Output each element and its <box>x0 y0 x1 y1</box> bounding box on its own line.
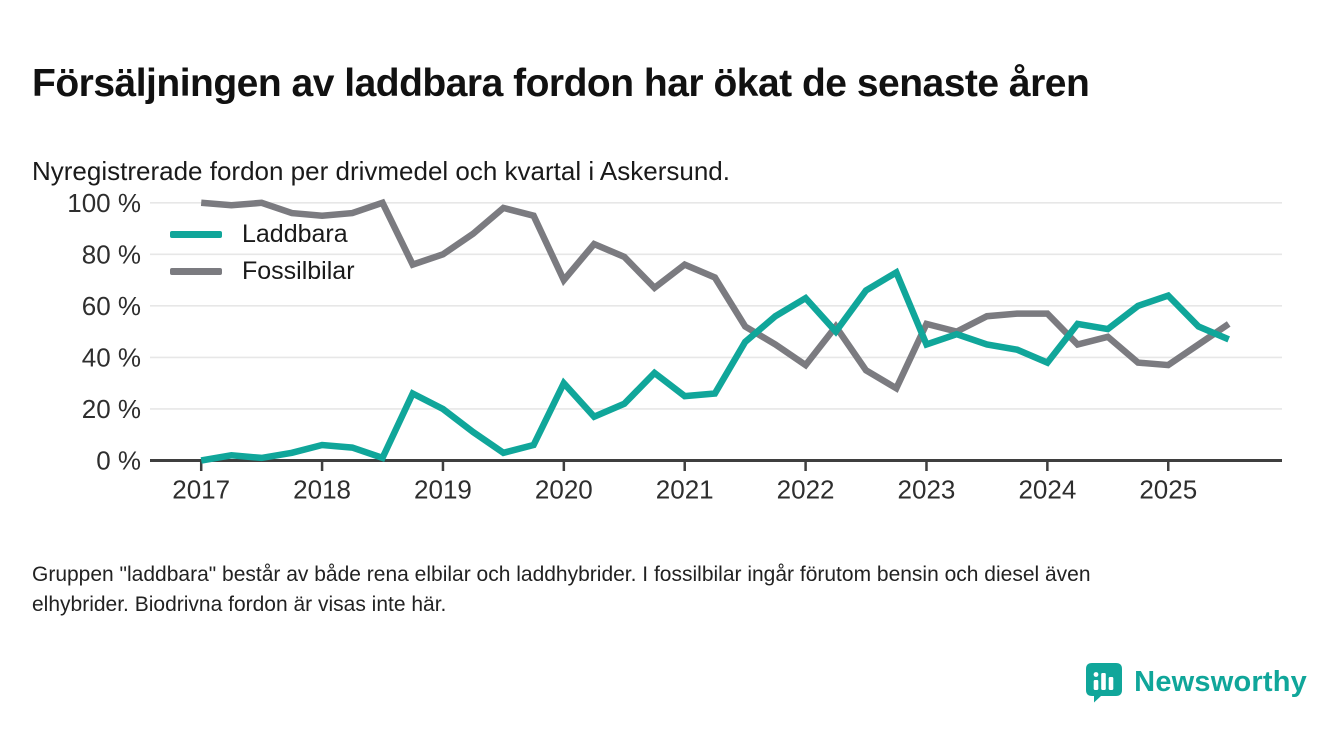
x-tick-label-2020: 2020 <box>534 474 593 505</box>
y-tick-label-0: 0 % <box>96 445 141 476</box>
chart-subtitle: Nyregistrerade fordon per drivmedel och kvartal i Askersund. <box>32 156 730 186</box>
x-tick-label-2019: 2019 <box>414 474 472 505</box>
y-tick-label-20: 20 % <box>81 393 141 424</box>
fossilbilar-line-swatch <box>170 268 222 275</box>
newsworthy-logo-text: Newsworthy <box>1134 665 1307 698</box>
chart-footnote <box>32 560 1292 620</box>
x-tick-label-2022: 2022 <box>776 474 835 505</box>
series-line-fossilbilar <box>201 203 1229 388</box>
y-tick-label-60: 60 % <box>81 290 141 321</box>
x-tick-label-2024: 2024 <box>1018 474 1077 505</box>
footnote-line-2: elhybrider. Biodrivna fordon är visas inte här. <box>32 592 447 616</box>
y-tick-label-80: 80 % <box>81 239 141 270</box>
y-tick-label-40: 40 % <box>81 342 141 373</box>
legend-item-laddbara <box>170 221 355 248</box>
x-tick-label-2018: 2018 <box>293 474 352 505</box>
legend-label-laddbara: Laddbara <box>242 220 348 248</box>
laddbara-line-swatch <box>170 231 222 238</box>
y-tick-label-100: 100 % <box>67 187 141 218</box>
newsworthy-bar-chart-icon <box>1084 661 1124 703</box>
chart-legend <box>170 221 355 285</box>
legend-label-fossilbilar: Fossilbilar <box>242 257 355 285</box>
legend-item-fossilbilar <box>170 258 355 285</box>
series-line-laddbara <box>201 272 1229 460</box>
x-tick-label-2025: 2025 <box>1139 474 1198 505</box>
chart-title: Försäljningen av laddbara fordon har ökat de senaste åren <box>32 62 1090 106</box>
newsworthy-logo <box>1084 661 1307 703</box>
x-tick-label-2023: 2023 <box>897 474 956 505</box>
x-tick-label-2017: 2017 <box>172 474 231 505</box>
x-tick-label-2021: 2021 <box>655 474 714 505</box>
footnote-line-1: Gruppen "laddbara" består av både rena elbilar och laddhybrider. I fossilbilar ingår förutom bensin och diesel även <box>32 563 1091 586</box>
